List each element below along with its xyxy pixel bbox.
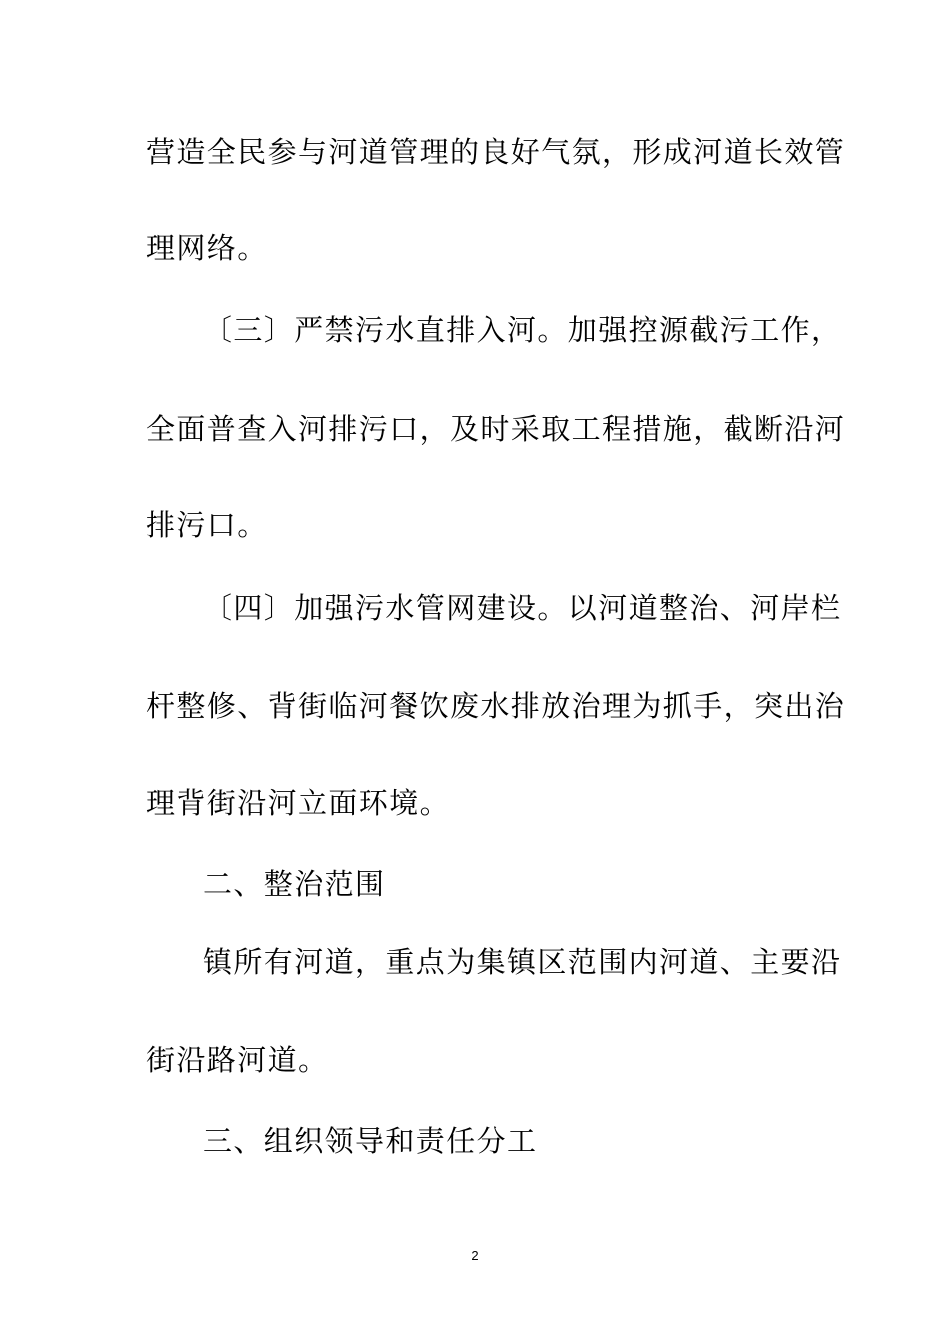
paragraph-line: 杆整修、背街临河餐饮废水排放治理为抓手，突出治 (146, 689, 846, 723)
paragraph-line: 街沿路河道。 (146, 1043, 329, 1077)
paragraph-line: 理背街沿河立面环境。 (146, 786, 451, 820)
section-heading: 二、整治范围 (203, 867, 386, 901)
paragraph-line: 全面普查入河排污口，及时采取工程措施，截断沿河 (146, 412, 846, 446)
paragraph-line: 〔四〕加强污水管网建设。以河道整治、河岸栏 (203, 591, 842, 625)
paragraph-line: 理网络。 (146, 231, 268, 265)
paragraph-line: 〔三〕严禁污水直排入河。加强控源截污工作， (203, 313, 842, 347)
paragraph-line: 排污口。 (146, 508, 268, 542)
paragraph-line: 营造全民参与河道管理的良好气氛，形成河道长效管 (146, 135, 846, 169)
page-number: 2 (471, 1248, 479, 1263)
paragraph-line: 镇所有河道，重点为集镇区范围内河道、主要沿 (203, 945, 842, 979)
section-heading: 三、组织领导和责任分工 (203, 1124, 538, 1158)
